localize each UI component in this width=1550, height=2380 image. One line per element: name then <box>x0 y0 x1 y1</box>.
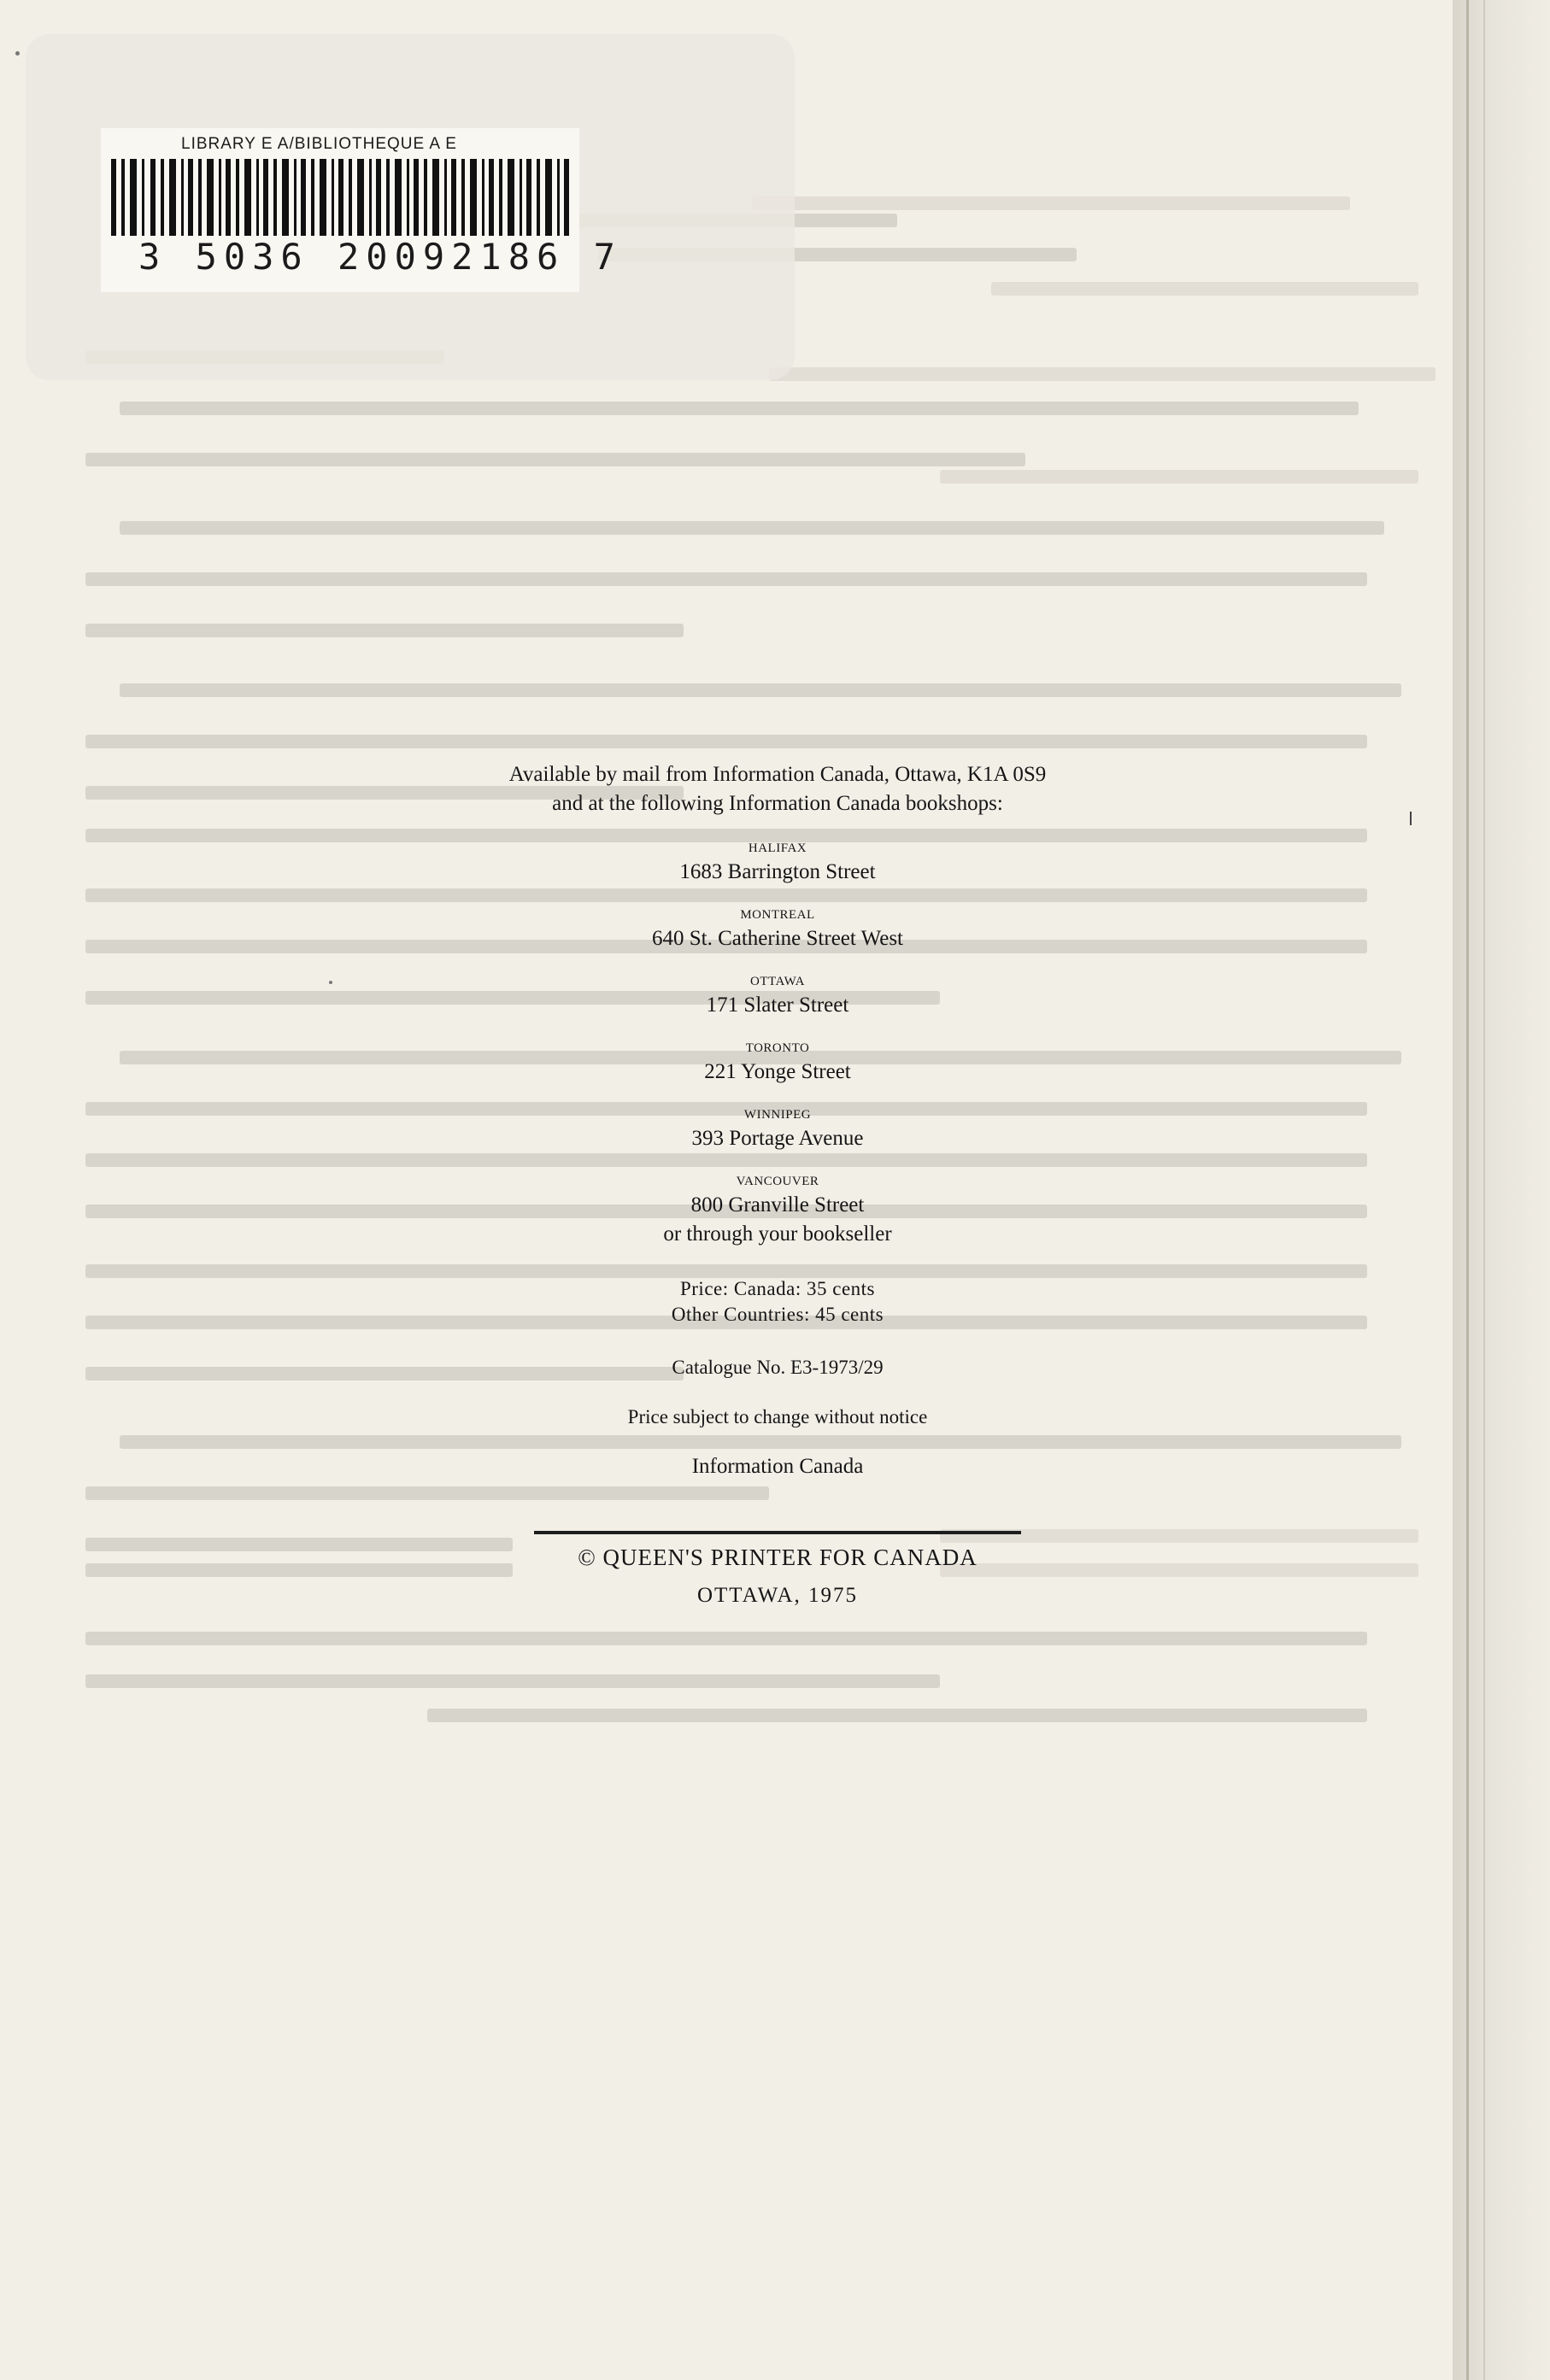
availability-line-1: Available by mail from Information Canada, Ottawa, K1A 0S9 <box>508 763 1047 786</box>
bookshop-toronto <box>359 1041 1196 1085</box>
bookshop-city: HALIFAX <box>748 841 807 855</box>
bookshop-vancouver <box>359 1174 1196 1218</box>
barcode-library-label: LIBRARY E A/BIBLIOTHEQUE A E <box>181 135 457 153</box>
price-notice: Price subject to change without notice <box>627 1406 928 1427</box>
copyright-line: © QUEEN'S PRINTER FOR CANADA <box>578 1545 978 1570</box>
barcode-number: 3 5036 20092186 7 <box>138 236 622 278</box>
bookshop-list <box>359 841 1196 1218</box>
paper-speck <box>329 981 332 984</box>
page-fold-line-secondary <box>1483 0 1485 2380</box>
bookshop-halifax <box>359 841 1196 885</box>
price-canada: Price: Canada: 35 cents <box>679 1278 875 1299</box>
barcode-label <box>101 128 622 292</box>
bookshop-city: TORONTO <box>745 1041 810 1055</box>
bookshop-address: 800 Granville Street <box>690 1193 865 1216</box>
bookshop-address: 1683 Barrington Street <box>679 860 876 883</box>
margin-mark <box>1410 812 1412 825</box>
barcode-icon <box>111 159 572 236</box>
price-block <box>359 1276 1196 1328</box>
place-year: OTTAWA, 1975 <box>696 1584 859 1607</box>
bookshop-address: 393 Portage Avenue <box>691 1127 864 1150</box>
publisher-name: Information Canada <box>691 1455 864 1478</box>
availability-line-2: and at the following Information Canada bookshops: <box>552 792 1003 815</box>
bookshop-ottawa <box>359 974 1196 1018</box>
price-other-countries: Other Countries: 45 cents <box>671 1304 884 1325</box>
bookshop-city: VANCOUVER <box>736 1175 819 1188</box>
bookshop-city: MONTREAL <box>740 908 815 922</box>
bookshop-address: 171 Slater Street <box>706 994 849 1017</box>
bookshop-city: OTTAWA <box>750 975 805 988</box>
bookshop-address: 221 Yonge Street <box>704 1060 851 1083</box>
bookshop-address: 640 St. Catherine Street West <box>651 927 903 950</box>
bookseller-note: or through your bookseller <box>663 1222 892 1246</box>
catalogue-number: Catalogue No. E3-1973/29 <box>672 1357 884 1378</box>
imprint-page <box>359 760 1196 1609</box>
page-fold-line <box>1466 0 1469 2380</box>
paper-speck <box>15 51 20 56</box>
bookshop-montreal <box>359 907 1196 952</box>
divider-rule <box>534 1531 1021 1534</box>
bookshop-winnipeg <box>359 1107 1196 1152</box>
bookshop-city: WINNIPEG <box>743 1108 812 1122</box>
